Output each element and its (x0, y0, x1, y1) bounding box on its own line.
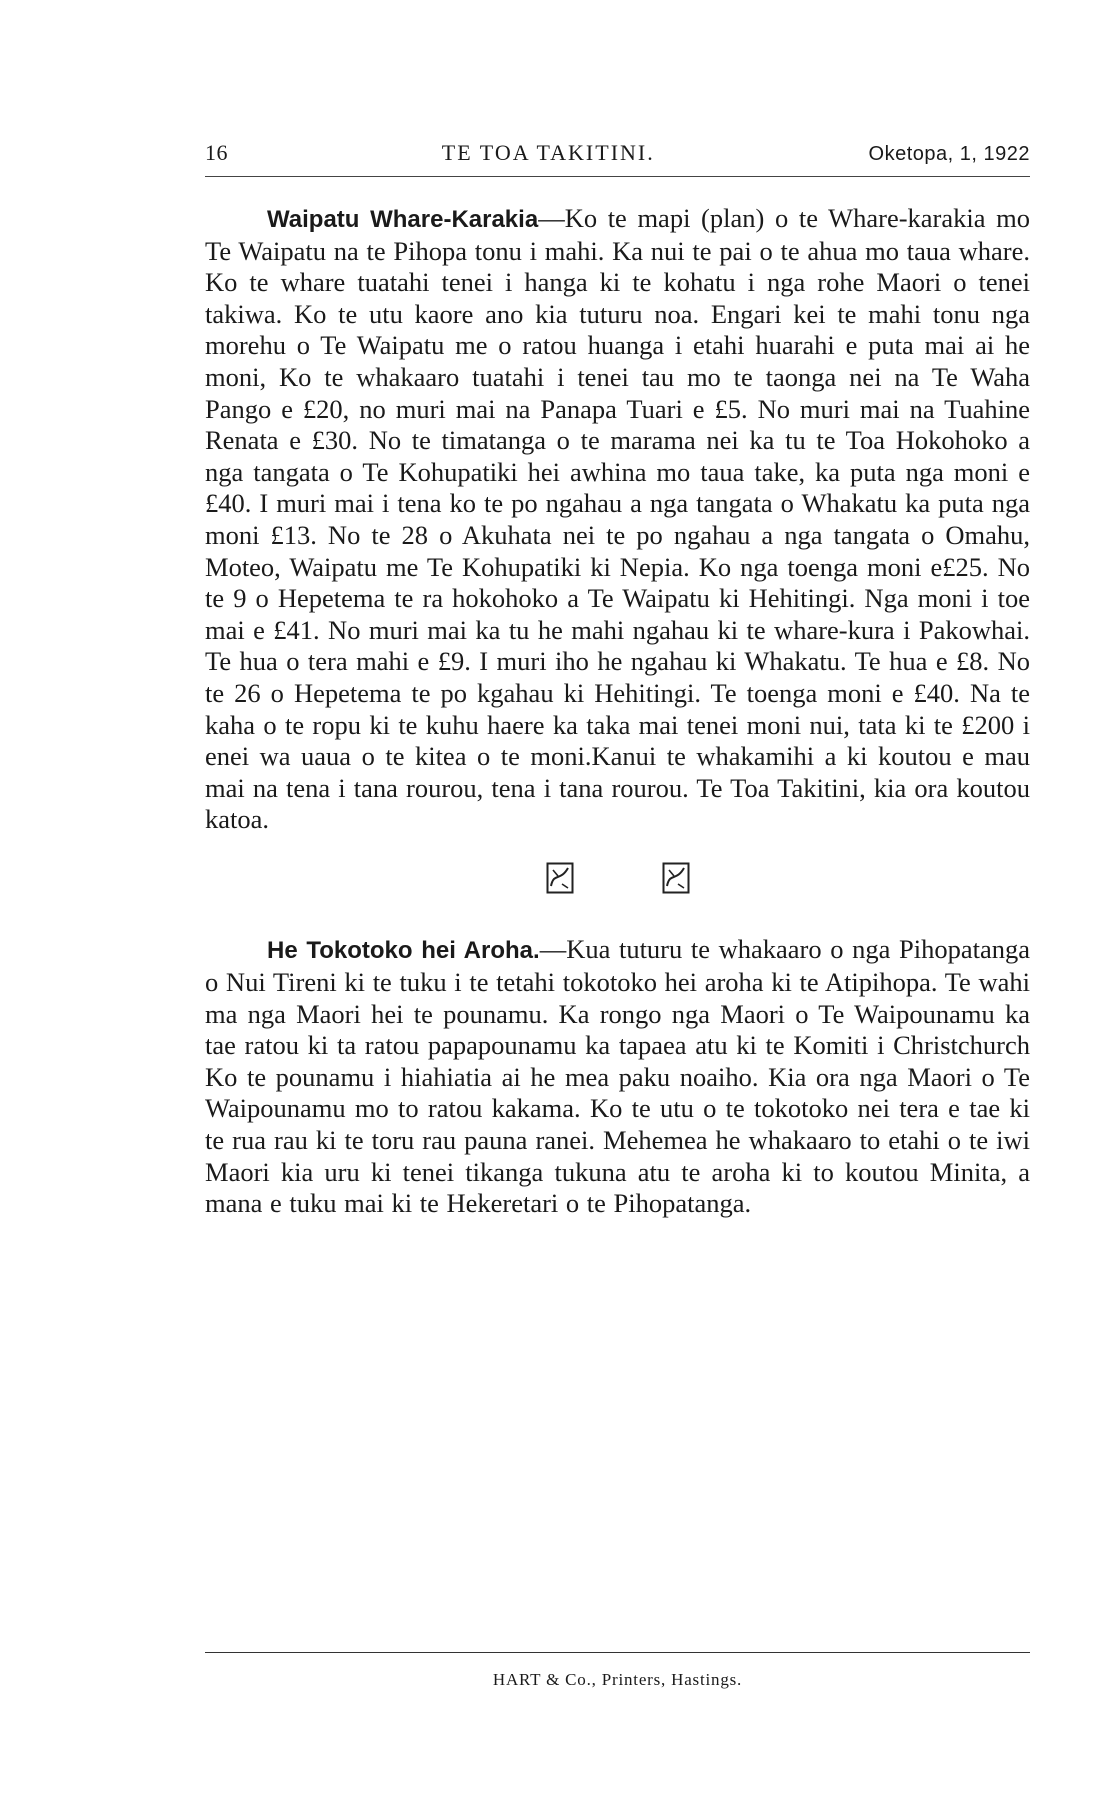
publication-title: TE TOA TAKITINI. (441, 140, 655, 165)
page (205, 140, 1030, 1689)
printer-imprint: HART & Co., Printers, Hastings. (492, 1670, 743, 1689)
issue-date: Oketopa, 1, 1922 (868, 143, 1030, 165)
section-ornaments (205, 862, 1030, 894)
page-number: 16 (205, 140, 228, 165)
article-body: —Kua tuturu te whakaaro o nga Pihopatanga o Nui Tireni ki te tuku i te tetahi tokotoko hei aroha ki te Atipihopa. Te wahi ma nga Maori hei te pounamu. Ka rongo nga Maori o Te Waipounamu ka tae ratou ki ta ratou papapounamu ka tapaea atu ki te Komiti i Christchurch Ko te pounamu i hiahiatia ai he mea paku noaiho. Kia ora nga Maori o Te Waipounamu mo to ratou kakama. Ko te utu o te tokotoko nei tera e tae ki te rua rau ki te toru rau pauna ranei. Mehemea he whakaaro to etahi o te iwi Maori kia uru ki tenei tikanga tukuna atu te aroha ki to koutou Minita, a mana e tuku mai ki te Hekeretari o te Pihopatanga. (205, 934, 1030, 1219)
running-head (205, 140, 1030, 177)
ornament-icon (546, 862, 574, 894)
article-body: —Ko te mapi (plan) o te Whare-karakia mo Te Waipatu na te Pihopa tonu i mahi. Ka nui te pai o te ahua mo taua whare. Ko te whare tuatahi tenei i hanga ki te kohatu i nga rohe Maori o tenei takiwa. Ko te utu kaore ano kia tuturu noa. Engari kei te mahi tonu nga morehu o Te Waipatu me o ratou huanga i etahi huarahi e puta mai ai he moni, Ko te whakaaro tuatahi i tenei tau mo te taonga nei na Te Waha Pango e £20, no muri mai na Panapa Tuari e £5. No muri mai na Tuahine Renata e £30. No te timatanga o te marama nei ka tu te Toa Hokohoko a nga tangata o Te Kohupatiki hei awhina mo taua take, ka puta nga moni e £40. I muri mai i tena ko te po ngahau a nga tangata o Whakatu ka puta nga moni £13. No te 28 o Akuhata nei te po ngahau a nga tangata o Omahu, Moteo, Waipatu me Te Kohupatiki ki Nepia. Ko nga toenga moni e£25. No te 9 o Hepetema te ra hokohoko a Te Waipatu ki Hehitingi. Nga moni i toe mai e £41. No muri mai ka tu he mahi ngahau ki te whare-kura i Pakowhai. Te hua o tera mahi e £9. I muri iho he ngahau ki Whakatu. Te hua e £8. No te 26 o Hepetema te po kgahau ki Hehitingi. Te toenga moni e £40. Na te kaha o te ropu ki te kuhu haere ka taka mai tenei moni nui, tata ki te £200 i enei wa uaua o te kitea o te moni.Kanui te whakamihi a ki koutou e mau mai na tena i tana rourou, tena i tana rourou. Te Toa Takitini, kia ora koutou katoa. (205, 203, 1030, 835)
article-heading: He Tokotoko hei Aroha. (267, 937, 540, 965)
article-heading: Waipatu Whare-Karakia (267, 206, 539, 233)
article-waipatu (205, 203, 1030, 836)
ornament-icon (662, 862, 690, 894)
article-tokotoko (205, 934, 1030, 1219)
footer-rule (205, 1652, 1030, 1653)
